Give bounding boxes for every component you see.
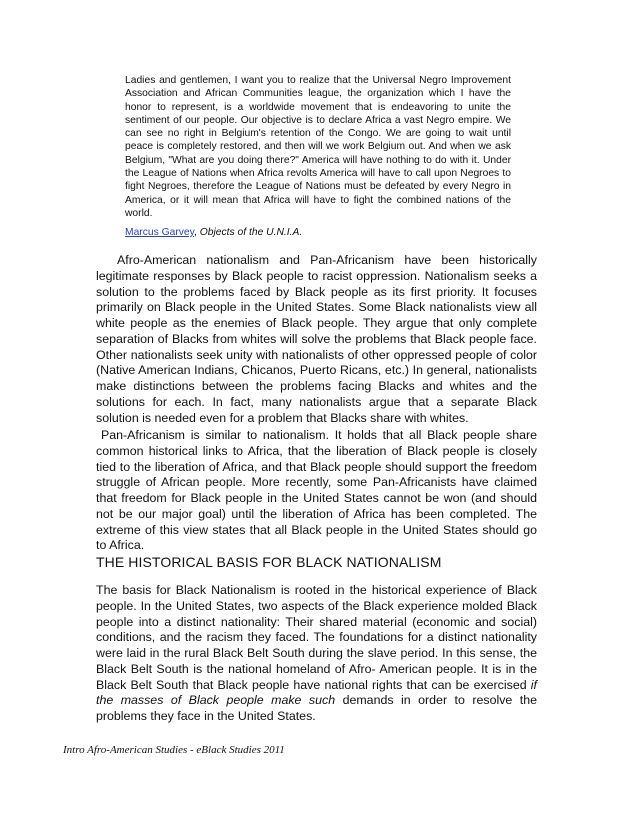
paragraph-pan-africanism: Pan-Africanism is similar to nationalism. It holds that all Black people share common historical links to Africa, that the liberation of Black people is closely tied to the liberation of Africa, and that Black people should support the freedom struggle of African people. More recently, some Pan-Africanists have claimed that freedom for Black people in the United States cannot be won (and should not be our major goal) until the liberation of Africa has been completed. The extreme of this view states that all Black people in the United States should go to Africa. bbox=[96, 428, 537, 553]
paragraph-emphasis: if the masses of Black people make such bbox=[96, 677, 537, 708]
author-link[interactable]: Marcus Garvey bbox=[125, 227, 195, 238]
citation-separator: , bbox=[194, 227, 200, 238]
block-quote: Ladies and gentlemen, I want you to realize that the Universal Negro Improvement Association and African Communities league, the organization which I have the honor to represent, is a worldwide movement that is endeavoring to unite the sentiment of our people. Our objective is to declare Africa a vast Negro empire. We can see no right in Belgium's retention of the Congo. We are going to wait until peace is completely restored, and then will we work Belgium out. And when we ask Belgium, "What are you doing there?" America will have nothing to do with it. Under the League of Nations when Africa revolts America will have to call upon Negroes to fight Negroes, therefore the League of Nations must be defeated by every Negro in America, or it will mean that Africa will have to fight the combined nations of the world. bbox=[125, 75, 511, 219]
page-footer: Intro Afro-American Studies - eBlack Studies 2011 bbox=[63, 744, 285, 756]
paragraph-text: The basis for Black Nationalism is rooted in the historical experience of Black people. In the United States, two aspects of the Black experience molded Black people into a distinct nationality: Their shared material (economic and social) conditions, and the racism they faced. The foundations for a distinct nationality were laid in the rural Black Belt South during the slave period. In this sense, the Black Belt South is the national homeland of Afro- American people. It is in the Black Belt South that Black people have national rights that can be exercised bbox=[96, 583, 537, 692]
paragraph-nationalism: Afro-American nationalism and Pan-Africanism have been historically legitimate responses by Black people to racist oppression. Nationalism seeks a solution to the problems faced by Black people as its first priority. It focuses primarily on Black people in the United States. Some Black nationalists view all white people as the enemies of Black people. They argue that only complete separation of Blacks from whites will solve the problems that Black people face. Other nationalists seek unity with nationalists of other oppressed people of color (Native American Indians, Chicanos, Puerto Ricans, etc.) In general, nationalists make distinctions between the problems facing Blacks and whites and the solutions for each. In fact, many nationalists argue that a separate Black solution is needed even for a problem that Blacks share with whites. bbox=[96, 253, 537, 425]
paragraph-historical-basis bbox=[96, 583, 537, 725]
citation-title: Objects of the U.N.I.A. bbox=[199, 227, 303, 238]
quote-citation bbox=[125, 227, 302, 238]
section-heading: THE HISTORICAL BASIS FOR BLACK NATIONALISM bbox=[96, 554, 442, 570]
paragraph-text-end: demands in order to resolve the problems they face in the United States. bbox=[96, 693, 537, 723]
